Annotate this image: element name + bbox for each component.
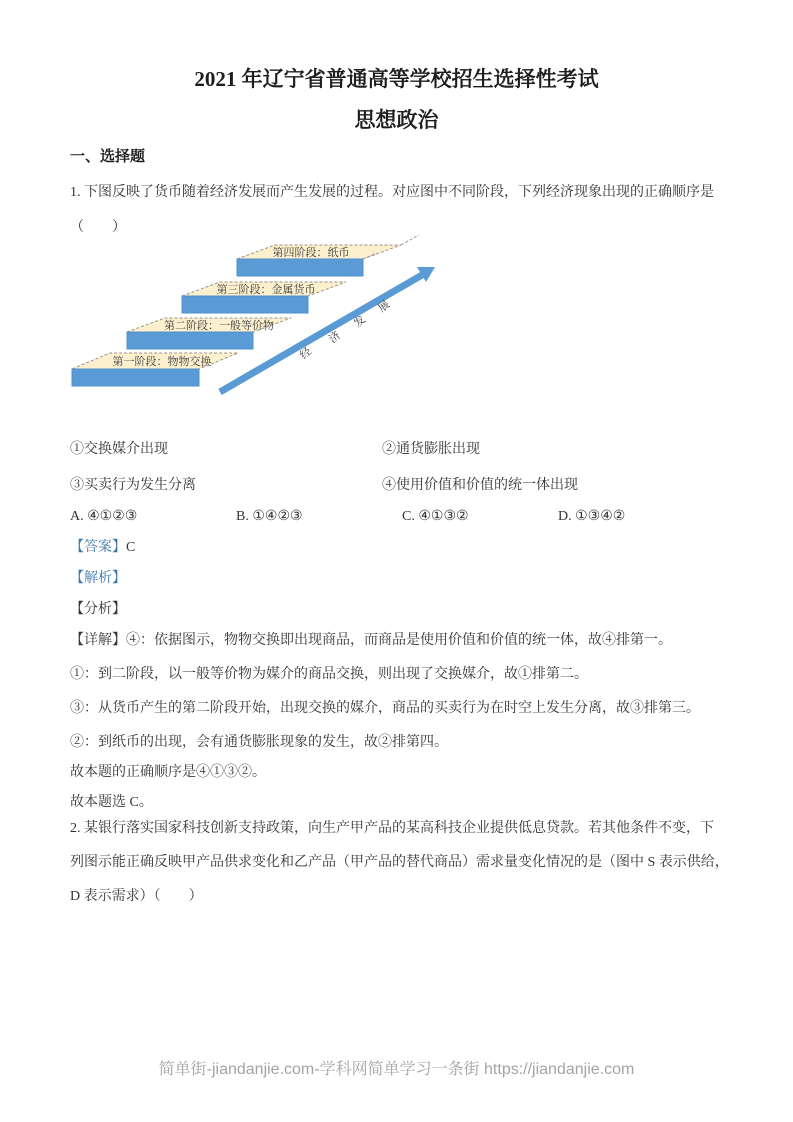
arrow-label-char: 展 [376, 298, 393, 315]
stage-4-label: 第四阶段：纸币 [272, 247, 350, 259]
statement-1: ①交换媒介出现 [70, 442, 168, 457]
choice-a: A. ④①②③ [70, 509, 138, 524]
tread-edge-extension-line [401, 235, 419, 245]
stage-1-riser [72, 369, 199, 386]
choice-c: C. ④①③② [402, 509, 469, 524]
stage-2-label: 第二阶段：一般等价物 [164, 320, 274, 332]
detail-line: ③：从货币产生的第二阶段开始，出现交换的媒介，商品的买卖行为在时空上发生分离，故③排第三。 [70, 701, 700, 716]
stage-4-riser [237, 259, 363, 276]
arrow-label-char: 济 [327, 329, 344, 346]
choice-b: B. ①④②③ [236, 509, 303, 524]
arrow-label-char: 经 [298, 345, 315, 362]
statement-4: ④使用价值和价值的统一体出现 [382, 478, 578, 493]
answer-row [70, 539, 135, 557]
question-1-stem-line-1: 1. 下图反映了货币随着经济发展而产生发展的过程。对应图中不同阶段，下列经济现象出现的正确顺序是 [70, 185, 714, 200]
arrow-label-char: 发 [352, 313, 369, 330]
stage-3-riser [182, 296, 308, 313]
answer-value: C [126, 540, 136, 555]
detail-line: ①：到二阶段，以一般等价物为媒介的商品交换，则出现了交换媒介，故①排第二。 [70, 667, 588, 682]
detail-line: 故本题的正确顺序是④①③②。 [70, 765, 266, 780]
stage-1-label: 第一阶段：物物交换 [112, 356, 212, 368]
question-2-line-3: D 表示需求）（ ） [70, 889, 203, 904]
question-1-stem-line-2: （ ） [70, 220, 126, 235]
stage-2-riser [127, 332, 253, 349]
question-2-line-2: 列图示能正确反映甲产品供求变化和乙产品（甲产品的替代商品）需求量变化情况的是（图中 S 表示供给， [70, 855, 729, 870]
footer-watermark: 简单街-jiandanjie.com-学科网简单学习一条街 https://jiandanjie.com [158, 1061, 635, 1078]
question-2-line-1: 2. 某银行落实国家科技创新支持政策，向生产甲产品的某高科技企业提供低息贷款。若其他条件不变，下 [70, 821, 714, 836]
fenxi-label: 【分析】 [70, 602, 126, 617]
statement-2: ②通货膨胀出现 [382, 442, 480, 457]
money-evolution-figure [65, 232, 445, 402]
jiexi-label: 【解析】 [70, 571, 126, 586]
choice-d: D. ①③④② [558, 509, 626, 524]
statement-3: ③买卖行为发生分离 [70, 478, 196, 493]
stage-3-label: 第三阶段：金属货币 [216, 284, 316, 296]
answer-label: 【答案】 [70, 540, 126, 555]
detail-line: 故本题选 C。 [70, 795, 153, 810]
page-title: 2021 年辽宁省普通高等学校招生选择性考试 [194, 67, 599, 91]
detail-line: 【详解】④：依据图示，物物交换即出现商品，而商品是使用价值和价值的统一体，故④排第一。 [70, 633, 672, 648]
section-heading: 一、选择题 [70, 149, 146, 165]
detail-line: ②：到纸币的出现，会有通货膨胀现象的发生，故②排第四。 [70, 735, 448, 750]
page-subtitle: 思想政治 [354, 108, 439, 132]
